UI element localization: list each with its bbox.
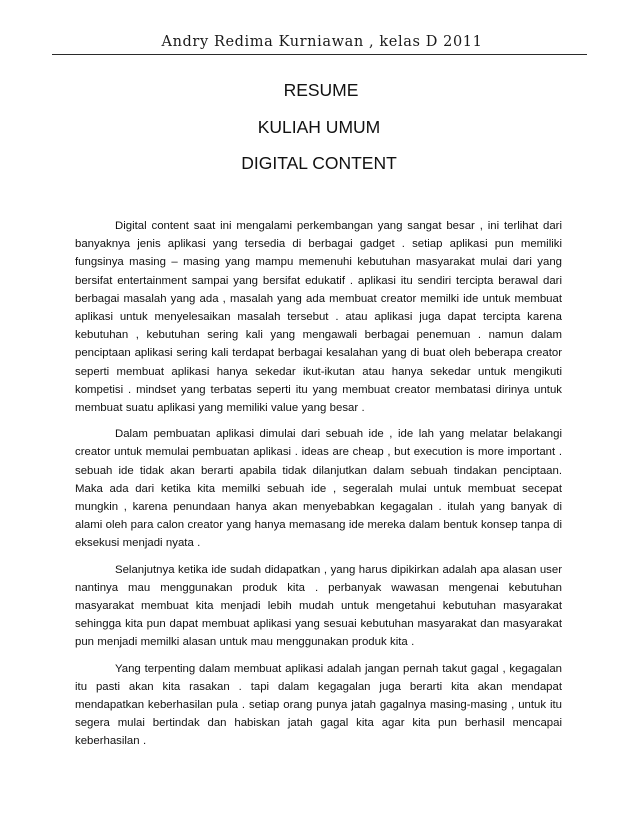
paragraph-3: Selanjutnya ketika ide sudah didapatkan , yang harus dipikirkan adalah apa alasan user nantinya mau menggunakan produk kita . perbanyak wawasan mengenai kebutuhan masyarakat membuat kita menjadi lebih mudah untuk mengetahui kebutuhan masyarakat sehingga kita pun dapat membuat aplikasi yang sesuai kebutuhan masyarakat dan masyarakat pun menjadi memilki alasan untuk mau menggunakan produk kita .	[75, 563, 562, 649]
title-digital-content: DIGITAL CONTENT	[241, 153, 397, 173]
running-header: Andry Redima Kurniawan , kelas D 2011	[161, 34, 483, 50]
document-body	[75, 217, 562, 759]
header-rule	[52, 54, 587, 55]
title-kuliah-umum: KULIAH UMUM	[257, 117, 381, 137]
title-resume: RESUME	[283, 80, 359, 100]
paragraph-2: Dalam pembuatan aplikasi dimulai dari sebuah ide , ide lah yang melatar belakangi creator untuk memulai pembuatan aplikasi . ideas are cheap , but execution is more important . sebuah ide tidak akan berarti apabila tidak dilanjutkan dalam sebuah tindakan penciptaan. Maka ada dari ketika kita memilki sebuah ide , segeralah mulai untuk membuat secepat mungkin , karena penundaan hanya akan menyebabkan kegagalan . itulah yang banyak di alami oleh para calon creator yang hanya memasang ide mereka dalam bentuk konsep tanpa di eksekusi menjadi nyata .	[75, 428, 562, 550]
paragraph-4: Yang terpenting dalam membuat aplikasi adalah jangan pernah takut gagal , kegagalan itu pasti akan kita rasakan . tapi dalam kegagalan juga berarti kita akan mendapat mendapatkan keberhasilan pula . setiap orang punya jatah gagalnya masing-masing , untuk itu segera mulai bertindak dan habiskan jatah gagal kita agar kita pun berhasil mencapai keberhasilan .	[75, 662, 562, 748]
paragraph-1: Digital content saat ini mengalami perkembangan yang sangat besar , ini terlihat dari banyaknya jenis aplikasi yang tersedia di berbagai gadget . setiap aplikasi pun memiliki fungsinya masing – masing yang mampu memenuhi kebutuhan masyarakat mulai dari yang bersifat entertainment sampai yang bersifat edukatif . aplikasi itu sendiri tercipta berawal dari berbagai masalah yang ada , masalah yang ada membuat creator memilki ide untuk membuat aplikasi untuk menyelesaikan masalah tersebut . atau aplikasi juga dapat tercipta karena kebutuhan , kebutuhan sering kali yang mengawali berbagai penemuan . namun dalam penciptaan aplikasi sering kali terdapat berbagai kesalahan yang di buat oleh beberapa creator seperti membuat aplikasi hanya sekedar ikut-ikutan atau hanya sekedar untuk mengikuti kompetisi . mindset yang terbatas seperti itu yang membuat creator membatasi dirinya untuk membuat suatu aplikasi yang memiliki value yang besar .	[75, 220, 562, 415]
